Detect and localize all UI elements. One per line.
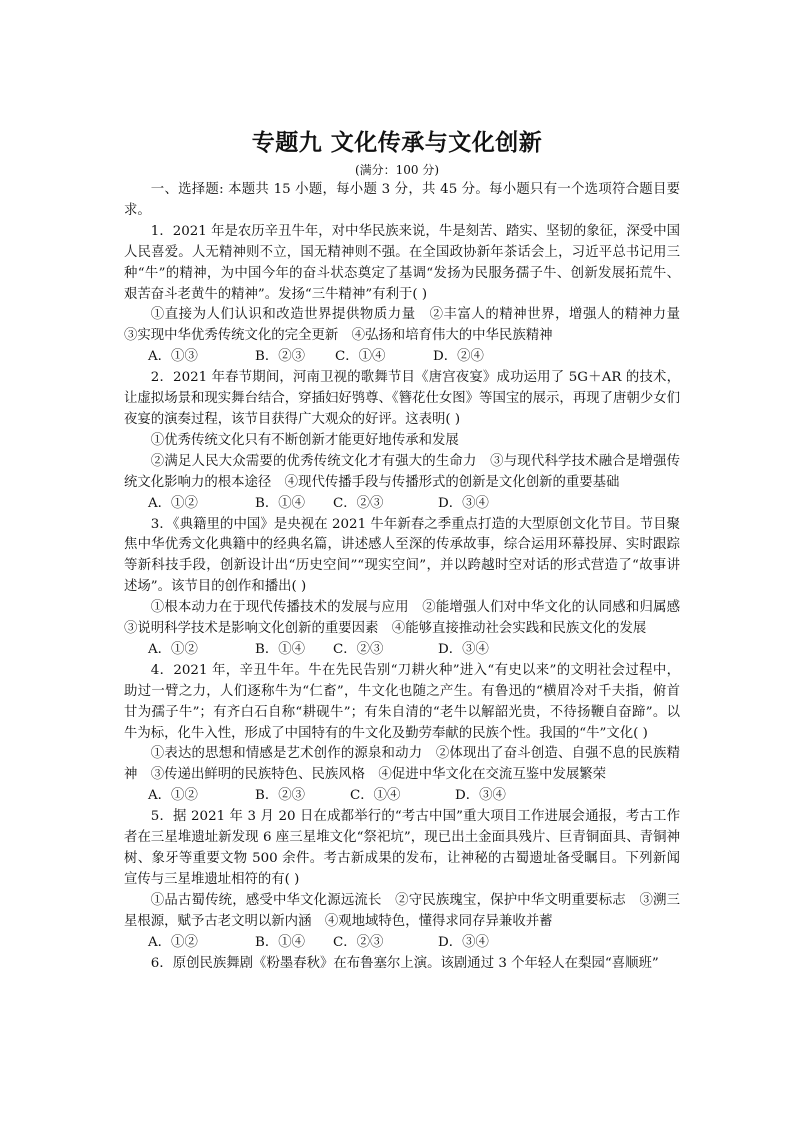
question-stem: 2．2021 年春节期间，河南卫视的歌舞节目《唐宫夜宴》成功运用了 5G＋AR 的技术，让虚拟场景和现实舞台结合，穿插妇好鸮尊、《簪花仕女图》等国宝的展示，再现了唐朝少女们夜宴的演奏过程，该节目获得广大观众的好评。这表明( ) [124, 370, 680, 427]
question-stem: 1．2021 年是农历辛丑牛年，对中华民族来说，牛是刻苦、踏实、坚韧的象征，深受中国人民喜爱。人无精神则不立，国无精神则不强。在全国政协新年茶话会上，习近平总书记用三种“牛”的精神，为中国今年的奋斗状态奠定了基调“发扬为民服务孺子牛、创新发展拓荒牛、艰苦奋斗老黄牛的精神”。发扬“三牛精神”有利于( ) [124, 223, 680, 302]
option-a: A．①② [148, 788, 198, 804]
option-a: A．①② [148, 641, 198, 657]
question-items: ①根本动力在于现代传播技术的发展与应用 ②能增强人们对中华文化的认同感和归属感 ③说明科学技术是影响文化创新的重要因素 ④能够直接推动社会实践和民族文化的发展 [124, 600, 694, 637]
full-score-note: (满分：100 分) [354, 163, 440, 177]
answer-options [124, 494, 680, 515]
answer-options [124, 933, 680, 954]
question-items: ①表达的思想和情感是艺术创作的源泉和动力 ②体现出了奋斗创造、自强不息的民族精神 ③传递出鲜明的民族特色、民族风格 ④促进中华文化在交流互鉴中发展繁荣 [124, 746, 680, 783]
option-a: A．①② [148, 495, 198, 511]
option-b: B．①④ [255, 934, 306, 950]
option-b: B．①④ [255, 495, 306, 511]
option-c: C．①④ [350, 788, 401, 804]
option-c: C．②③ [333, 495, 384, 511]
page-title: 专题九 文化传承与文化创新 [251, 130, 543, 156]
option-c: C．②③ [333, 641, 384, 657]
question-items: ①优秀传统文化只有不断创新才能更好地传承和发展 [150, 432, 459, 448]
question-stem: 3．《典籍里的中国》是央视在 2021 牛年新春之季重点打造的大型原创文化节目。节目聚焦中华优秀文化典籍中的经典名篇，讲述感人至深的传承故事，综合运用环幕投屏、实时跟踪等新科技手段，创新设计出“历史空间”“现实空间”，并以跨越时空对话的形式营造了“故事讲述场”。该节目的创作和播出( ) [124, 516, 680, 595]
section-heading: 一、选择题: 本题共 15 小题，每小题 3 分，共 45 分。每小题只有一个选项符合题目要求。 [124, 182, 680, 218]
option-c: C．②③ [333, 934, 384, 950]
option-d: D．③④ [438, 934, 489, 950]
option-b: B．②③ [255, 788, 306, 804]
option-b: B．②③ [255, 349, 306, 365]
option-c: C．①④ [335, 349, 386, 365]
question-body [124, 180, 694, 974]
question-stem: 5．据 2021 年 3 月 20 日在成都举行的“考古中国”重大项目工作进展会通报，考古工作者在三星堆遗址新发现 6 座三星堆文化“祭祀坑”，现已出土金面具残片、巨青铜面具、青铜神树、象牙等重要文物 500 余件。考古新成果的发布，让神秘的古蜀遗址备受瞩目。下列新闻宣传与三星堆遗址相符的有( ) [124, 809, 680, 887]
option-b: B．①④ [255, 641, 306, 657]
question-items: ②满足人民大众需要的优秀传统文化才有强大的生命力 ③与现代科学技术融合是增强传统文化影响力的根本途径 ④现代传播手段与传播形式的创新是文化创新的重要基础 [124, 453, 680, 490]
answer-options [124, 347, 680, 368]
option-d: D．②④ [433, 349, 484, 365]
question-stem: 6．原创民族舞剧《粉墨春秋》在布鲁塞尔上演。该剧通过 3 个年轻人在梨园“喜顺班” [150, 955, 659, 971]
question-items: ①直接为人们认识和改造世界提供物质力量 ②丰富人的精神世界，增强人的精神力量 ③实现中华优秀传统文化的完全更新 ④弘扬和培育伟大的中华民族精神 [124, 307, 694, 344]
question-stem: 4．2021 年，辛丑牛年。牛在先民告别“刀耕火种”进入“有史以来”的文明社会过程中，助过一臂之力，人们逐称牛为“仁畜”，牛文化也随之产生。有鲁迅的“横眉冷对千夫指，俯首甘为孺子牛”；有齐白石自称“耕砚牛”；有朱自清的“老牛以解韶光贵，不待扬鞭自奋蹄”。以牛为标，化牛入性，形成了中国特有的牛文化及勤劳奉献的民族个性。我国的“牛”文化( ) [124, 662, 680, 741]
answer-options [124, 786, 680, 807]
option-d: D．③④ [455, 788, 506, 804]
option-a: A．①② [148, 934, 198, 950]
answer-options [124, 640, 680, 661]
question-items: ①品古蜀传统，感受中华文化源远流长 ②守民族瑰宝，保护中华文明重要标志 ③溯三星根源，赋予古老文明以新内涵 ④观地域特色，懂得求同存异兼收并蓄 [124, 892, 680, 929]
option-a: A．①③ [148, 349, 198, 365]
option-d: D．③④ [438, 495, 489, 511]
option-d: D．③④ [438, 641, 489, 657]
